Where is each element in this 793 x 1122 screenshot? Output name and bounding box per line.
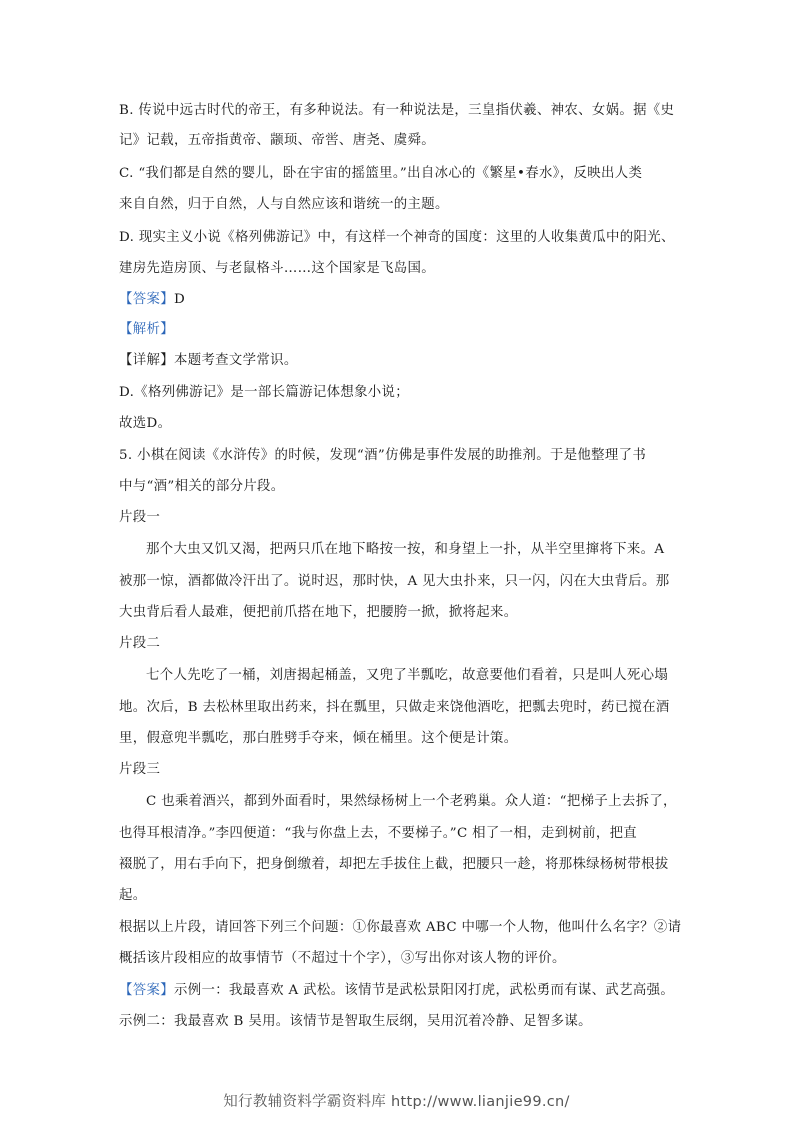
fragment-3-line-2: 也得耳根清净。”李四便道：“我与你盘上去，不要梯子。”C 相了一相，走到树前，把直 [119, 826, 638, 841]
fragment-1-heading: 片段一 [119, 510, 161, 525]
option-b-line-2: 记》记载，五帝指黄帝、颛顼、帝喾、唐尧、虞舜。 [119, 133, 436, 148]
analysis-line [119, 321, 174, 339]
fragment-1-line-2: 被那一惊，酒都做冷汗出了。说时迟，那时快，A 见大虫扑来，只一闪，闪在大虫背后。那 [119, 574, 670, 589]
option-d-line-1: D. 现实主义小说《格列佛游记》中，有这样一个神奇的国度：这里的人收集黄瓜中的阳光、 [119, 230, 675, 245]
prompt-line-1: 根据以上片段，请回答下列三个问题：①你最喜欢 ABC 中哪一个人物，他叫什么名字？②请 [119, 920, 682, 935]
option-d-line-2: 建房先造房顶、与老鼠格斗……这个国家是飞岛国。 [119, 261, 436, 276]
fragment-1-line-3: 大虫背后看人最难，便把前爪搭在地下，把腰胯一掀，掀将起来。 [119, 605, 518, 620]
fragment-2-line-1: 七个人先吃了一桶，刘唐揭起桶盖，又兜了半瓢吃，故意要他们看着，只是叫人死心塌 [146, 668, 669, 683]
option-c-line-2: 来自自然，归于自然，人与自然应该和谐统一的主题。 [119, 197, 449, 212]
fragment-2-line-2: 地。次后，B 去松林里取出药来，抖在瓢里，只做走来饶他酒吃，把瓢去兜时，药已搅在酒 [119, 700, 670, 715]
answer-tag-2: 【答案】 [119, 983, 174, 998]
fragment-1-line-1: 那个大虫又饥又渴，把两只爪在地下略按一按，和身望上一扑，从半空里撺将下来。A [146, 542, 665, 557]
fragment-3-line-3: 裰脱了，用右手向下，把身倒缴着，却把左手拔住上截，把腰只一趁，将那株绿杨树带根拔 [119, 857, 669, 872]
answer-text: D [173, 292, 186, 307]
detail-explanation: D.《格列佛游记》是一部长篇游记体想象小说； [119, 385, 410, 400]
answer-example-1-text: 示例一：我最喜欢 A 武松。该情节是武松景阳冈打虎，武松勇而有谋、武艺高强。 [173, 983, 675, 998]
answer-example-1 [119, 982, 674, 1000]
option-c-line-1: C. “我们都是自然的婴儿，卧在宇宙的摇篮里。”出自冰心的《繁星•春水》，反映出人类 [119, 166, 643, 181]
answer-example-2: 示例二：我最喜欢 B 吴用。该情节是智取生辰纲，吴用沉着冷静、足智多谋。 [119, 1014, 592, 1029]
question-5-line-1: 5. 小棋在阅读《水浒传》的时候，发现“酒”仿佛是事件发展的助推剂。于是他整理了书 [119, 448, 647, 463]
fragment-3-line-4: 起。 [119, 888, 147, 903]
detail-line: 【详解】本题考查文学常识。 [119, 353, 298, 368]
question-5-line-2: 中与“酒”相关的部分片段。 [119, 479, 285, 494]
fragment-3-line-1: C 也乘着酒兴，都到外面看时，果然绿杨树上一个老鸦巢。众人道：“把梯子上去拆了， [146, 794, 677, 809]
fragment-2-line-3: 里，假意兜半瓢吃，那白胜劈手夺来，倾在桶里。这个便是计策。 [119, 731, 518, 746]
answer-line [119, 291, 185, 309]
fragment-3-heading: 片段三 [119, 762, 161, 777]
conclusion-line: 故选D。 [119, 416, 172, 431]
analysis-tag: 【解析】 [119, 322, 174, 337]
fragment-2-heading: 片段二 [119, 636, 161, 651]
footer-watermark: 知行教辅资料学霸资料库 http://www.lianjie99.cn/ [223, 1094, 570, 1110]
option-b-line-1: B. 传说中远古时代的帝王，有多种说法。有一种说法是，三皇指伏羲、神农、女娲。据《史 [119, 103, 675, 118]
answer-tag: 【答案】 [119, 292, 174, 307]
prompt-line-2: 概括该片段相应的故事情节（不超过十个字），③写出你对该人物的评价。 [119, 951, 566, 966]
